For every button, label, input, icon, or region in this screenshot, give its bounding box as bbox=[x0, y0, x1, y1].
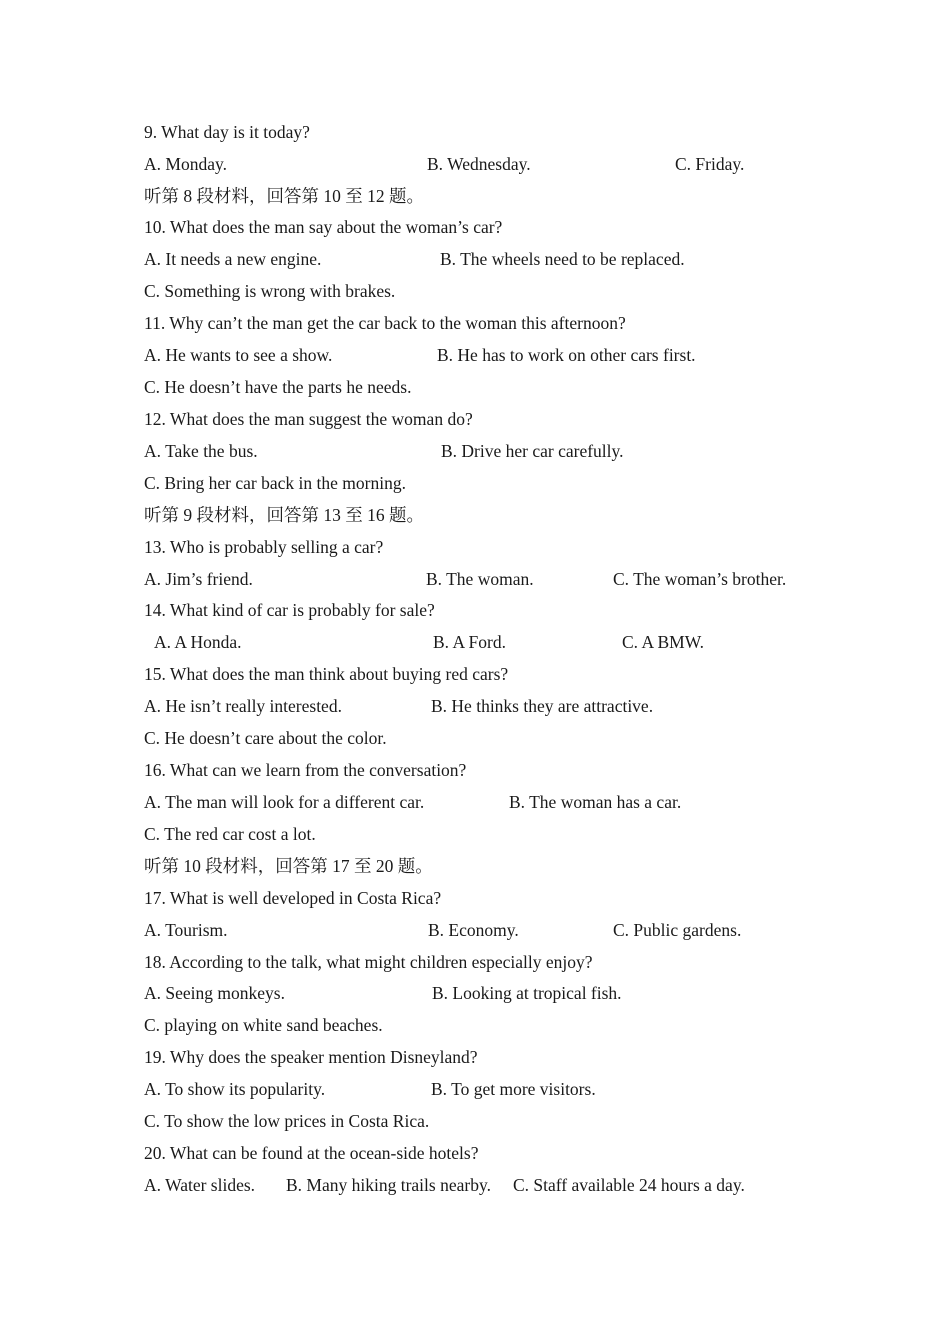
question-15-stem: 15. What does the man think about buying red cars? bbox=[144, 664, 509, 684]
question-14-option-c: C. A BMW. bbox=[622, 632, 705, 652]
question-16-option-b: B. The woman has a car. bbox=[509, 792, 682, 812]
question-12-option-a: A. Take the bus. bbox=[144, 441, 258, 461]
question-19-option-c: C. To show the low prices in Costa Rica. bbox=[144, 1111, 430, 1131]
question-13-stem: 13. Who is probably selling a car? bbox=[144, 537, 384, 557]
section-9-instruction: 听第 9 段材料，回答第 13 至 16 题。 bbox=[144, 505, 424, 525]
question-11-stem: 11. Why can’t the man get the car back to the woman this afternoon? bbox=[144, 313, 626, 333]
question-13-option-b: B. The woman. bbox=[426, 569, 534, 589]
question-20-option-b: B. Many hiking trails nearby. bbox=[286, 1175, 491, 1195]
question-12-option-c: C. Bring her car back in the morning. bbox=[144, 473, 406, 493]
question-19-option-a: A. To show its popularity. bbox=[144, 1079, 326, 1099]
question-19-stem: 19. Why does the speaker mention Disneyland? bbox=[144, 1047, 478, 1067]
question-18-option-b: B. Looking at tropical fish. bbox=[432, 983, 622, 1003]
question-20-stem: 20. What can be found at the ocean-side hotels? bbox=[144, 1143, 479, 1163]
question-13-option-c: C. The woman’s brother. bbox=[613, 569, 787, 589]
question-17-option-a: A. Tourism. bbox=[144, 920, 228, 940]
section-10-instruction: 听第 10 段材料，回答第 17 至 20 题。 bbox=[144, 856, 433, 876]
question-11-option-c: C. He doesn’t have the parts he needs. bbox=[144, 377, 412, 397]
question-10-option-a: A. It needs a new engine. bbox=[144, 249, 322, 269]
question-10-option-c: C. Something is wrong with brakes. bbox=[144, 281, 396, 301]
question-16-stem: 16. What can we learn from the conversation? bbox=[144, 760, 467, 780]
question-9-option-c: C. Friday. bbox=[675, 154, 745, 174]
question-17-option-b: B. Economy. bbox=[428, 920, 519, 940]
question-13-option-a: A. Jim’s friend. bbox=[144, 569, 253, 589]
question-18-stem: 18. According to the talk, what might children especially enjoy? bbox=[144, 952, 593, 972]
question-10-option-b: B. The wheels need to be replaced. bbox=[440, 249, 685, 269]
section-8-instruction: 听第 8 段材料，回答第 10 至 12 题。 bbox=[144, 186, 424, 206]
question-16-option-a: A. The man will look for a different car. bbox=[144, 792, 425, 812]
question-11-option-b: B. He has to work on other cars first. bbox=[437, 345, 696, 365]
question-20-option-a: A. Water slides. bbox=[144, 1175, 256, 1195]
question-11-option-a: A. He wants to see a show. bbox=[144, 345, 333, 365]
question-19-option-b: B. To get more visitors. bbox=[431, 1079, 596, 1099]
question-9-option-b: B. Wednesday. bbox=[427, 154, 531, 174]
question-14-option-a: A. A Honda. bbox=[154, 632, 242, 652]
question-17-stem: 17. What is well developed in Costa Rica? bbox=[144, 888, 442, 908]
question-15-option-a: A. He isn’t really interested. bbox=[144, 696, 342, 716]
question-9-stem: 9. What day is it today? bbox=[144, 122, 310, 142]
question-12-option-b: B. Drive her car carefully. bbox=[441, 441, 624, 461]
question-14-option-b: B. A Ford. bbox=[433, 632, 506, 652]
question-16-option-c: C. The red car cost a lot. bbox=[144, 824, 316, 844]
question-14-stem: 14. What kind of car is probably for sale? bbox=[144, 600, 435, 620]
question-20-option-c: C. Staff available 24 hours a day. bbox=[513, 1175, 745, 1195]
question-15-option-c: C. He doesn’t care about the color. bbox=[144, 728, 387, 748]
question-9-option-a: A. Monday. bbox=[144, 154, 227, 174]
question-15-option-b: B. He thinks they are attractive. bbox=[431, 696, 654, 716]
question-10-stem: 10. What does the man say about the woman’s car? bbox=[144, 217, 503, 237]
question-18-option-a: A. Seeing monkeys. bbox=[144, 983, 285, 1003]
question-18-option-c: C. playing on white sand beaches. bbox=[144, 1015, 383, 1035]
question-17-option-c: C. Public gardens. bbox=[613, 920, 742, 940]
question-12-stem: 12. What does the man suggest the woman do? bbox=[144, 409, 473, 429]
